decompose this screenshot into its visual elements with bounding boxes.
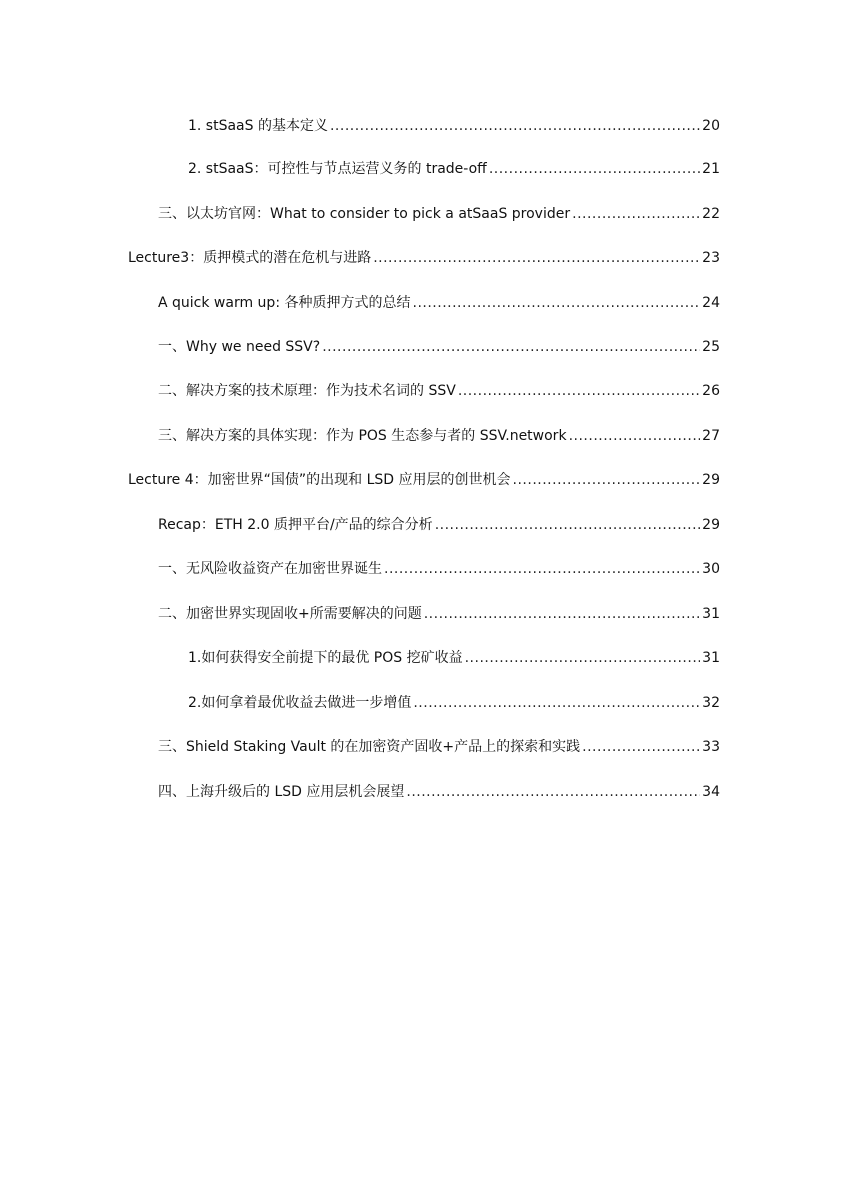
toc-entry-title: Lecture3：质押模式的潜在危机与进路 bbox=[128, 250, 372, 266]
toc-entry-page: 27 bbox=[702, 428, 720, 444]
toc-dot-leader bbox=[406, 780, 700, 804]
toc-entry-page: 21 bbox=[702, 161, 720, 177]
toc-entry-page: 20 bbox=[702, 118, 720, 134]
toc-dot-leader bbox=[424, 602, 700, 626]
toc-entry-title: 一、Why we need SSV? bbox=[158, 339, 321, 355]
toc-entry-title: 1. stSaaS 的基本定义 bbox=[188, 118, 328, 134]
toc-entry-title: 四、上海升级后的 LSD 应用层机会展望 bbox=[158, 784, 405, 800]
toc-entry-page: 29 bbox=[702, 517, 720, 533]
toc-entry-title: Recap：ETH 2.0 质押平台/产品的综合分析 bbox=[158, 517, 433, 533]
toc-entry[interactable] bbox=[158, 735, 720, 759]
toc-entry[interactable] bbox=[188, 114, 720, 138]
toc-dot-leader bbox=[572, 202, 700, 226]
toc-entry-title: 三、Shield Staking Vault 的在加密资产固收+产品上的探索和实践 bbox=[158, 739, 581, 755]
toc-entry[interactable] bbox=[158, 291, 720, 315]
toc-entry[interactable] bbox=[158, 557, 720, 581]
toc-entry[interactable] bbox=[128, 246, 720, 270]
toc-entry-title: Lecture 4：加密世界“国债”的出现和 LSD 应用层的创世机会 bbox=[128, 472, 511, 488]
toc-entry[interactable] bbox=[188, 157, 720, 181]
toc-entry-title: 2.如何拿着最优收益去做进一步增值 bbox=[188, 695, 412, 711]
toc-entry-page: 30 bbox=[702, 561, 720, 577]
toc-dot-leader bbox=[458, 379, 700, 403]
toc-entry[interactable] bbox=[158, 335, 720, 359]
toc-dot-leader bbox=[465, 646, 701, 670]
toc-entry-title: A quick warm up: 各种质押方式的总结 bbox=[158, 295, 411, 311]
toc-entry-title: 三、以太坊官网：What to consider to pick a atSaaS provider bbox=[158, 206, 571, 222]
toc-entry-title: 二、加密世界实现固收+所需要解决的问题 bbox=[158, 606, 422, 622]
toc-entry[interactable] bbox=[158, 424, 720, 448]
toc-entry-page: 22 bbox=[702, 206, 720, 222]
toc-entry[interactable] bbox=[158, 202, 720, 226]
toc-dot-leader bbox=[582, 735, 700, 759]
toc-dot-leader bbox=[373, 246, 700, 270]
toc-entry-title: 三、解决方案的具体实现：作为 POS 生态参与者的 SSV.network bbox=[158, 428, 567, 444]
toc-entry[interactable] bbox=[128, 468, 720, 492]
toc-entry-page: 25 bbox=[702, 339, 720, 355]
toc-entry[interactable] bbox=[158, 780, 720, 804]
toc-dot-leader bbox=[569, 424, 701, 448]
toc-entry-title: 2. stSaaS：可控性与节点运营义务的 trade-off bbox=[188, 161, 487, 177]
toc-entry-page: 32 bbox=[702, 695, 720, 711]
toc-entry-page: 31 bbox=[702, 606, 720, 622]
toc-entry-page: 29 bbox=[702, 472, 720, 488]
toc-entry-title: 一、无风险收益资产在加密世界诞生 bbox=[158, 561, 382, 577]
toc-dot-leader bbox=[322, 335, 700, 359]
toc-entry[interactable] bbox=[158, 513, 720, 537]
toc-dot-leader bbox=[489, 157, 700, 181]
toc-entry[interactable] bbox=[188, 691, 720, 715]
toc-entry-page: 31 bbox=[702, 650, 720, 666]
toc-entry-page: 34 bbox=[702, 784, 720, 800]
toc-entry[interactable] bbox=[158, 379, 720, 403]
toc-entry-title: 二、解决方案的技术原理：作为技术名词的 SSV bbox=[158, 383, 456, 399]
toc-entry-page: 23 bbox=[702, 250, 720, 266]
toc-entry-page: 24 bbox=[702, 295, 720, 311]
toc-entry-page: 33 bbox=[702, 739, 720, 755]
toc-entry[interactable] bbox=[188, 646, 720, 670]
toc-dot-leader bbox=[435, 513, 700, 537]
toc-dot-leader bbox=[384, 557, 700, 581]
toc-dot-leader bbox=[513, 468, 701, 492]
toc-dot-leader bbox=[413, 291, 701, 315]
toc-dot-leader bbox=[413, 691, 700, 715]
toc-entry[interactable] bbox=[158, 602, 720, 626]
toc-entry-title: 1.如何获得安全前提下的最优 POS 挖矿收益 bbox=[188, 650, 463, 666]
toc-entry-page: 26 bbox=[702, 383, 720, 399]
toc-dot-leader bbox=[330, 114, 700, 138]
